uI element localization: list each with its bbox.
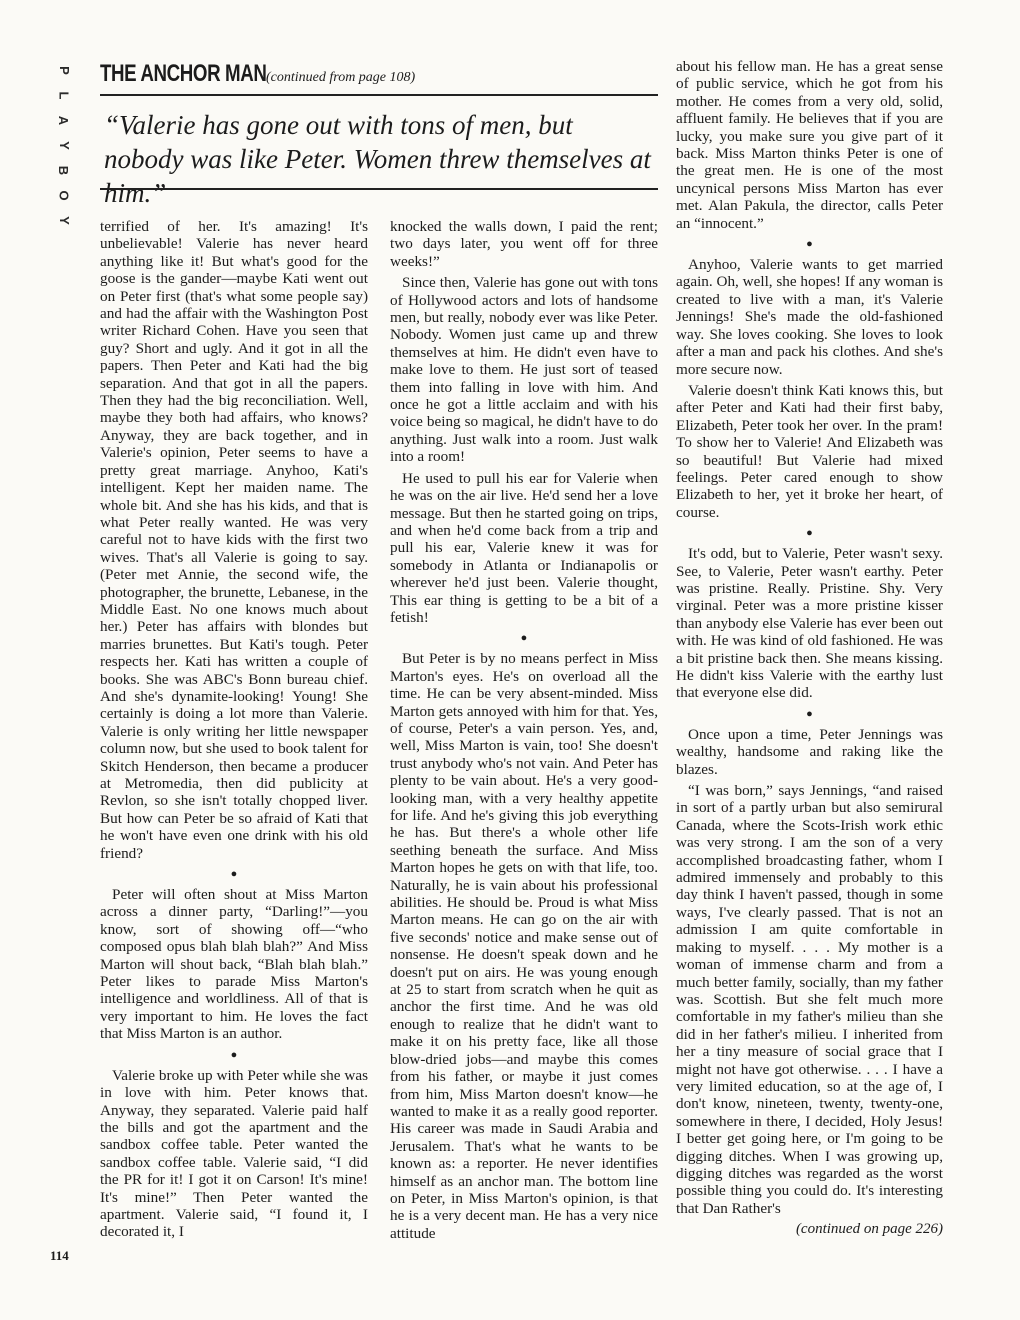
header-rule	[100, 94, 658, 96]
paragraph: terrified of her. It's amazing! It's unbelievable! Valerie has never heard anything like it! But what's good for the goose is the gander—maybe Kati went out on Peter first (that's what some people say) and had the affair with the Washington Post writer Richard Cohen. Have you seen that guy? Short and ugly. And it got in all the papers. Then Peter and Kati had the big separation. And that got in all the papers. Then they had the big reconciliation. Well, maybe they both had affairs, who knows? Anyway, they are back together, and in Valerie's opinion, Peter seems to have a pretty great marriage. Anyhoo, Kati's intelligent. Kept her maiden name. The whole bit. And she has his kids, and that is what Peter really wanted. He was very careful not to have kids with the first two wives. That's all Valerie is going to say. (Peter met Annie, the second wife, the photographer, the brunette, Lebanese, in the Middle East. No one knows much about her.) Peter has affairs with blondes but marries brunettes. But Kati's tough. Peter respects her. Kati has written a couple of books. She was ABC's Bonn bureau chief. And she's dynamite-looking! Young! She certainly is doing a lot more than Valerie. Valerie is only writing her little newspaper column now, but she used to book talent for Skitch Henderson, then became a producer at Metromedia, then did publicity at Revlon, so she isn't totally chopped liver. But how can Peter be so afraid of Kati that he won't have even one drink with his old friend?	[100, 218, 368, 862]
paragraph: Since then, Valerie has gone out with tons of Hollywood actors and lots of handsome men, but really, nobody ever was like Peter. Nobody. Women just came up and threw themselves at him. He didn't even have to make love to them. He just sort of teased them into falling in love with him. And once he got a little acclaim and with his voice being so magical, he didn't have to do anything. Just walk into a room. Just walk into a room!	[390, 274, 658, 466]
section-bullet: ●	[230, 868, 238, 881]
paragraph: about his fellow man. He has a great sense of public service, which he got from his mother. He comes from a very old, solid, affluent family. He believes that if you are lucky, you make sure you give part of it back. Miss Marton thinks Peter is one of the great men. He is one of the most uncynical persons Miss Marton has ever met. Alan Pakula, the director, calls Peter an “innocent.”	[676, 58, 943, 232]
column-2	[390, 218, 658, 1246]
spine-letter: Y	[56, 216, 72, 225]
section-bullet: ●	[520, 632, 528, 645]
spine-letter: Y	[56, 141, 72, 150]
paragraph: “I was born,” says Jennings, “and raised in sort of a partly urban but also semirural Canada, where the Scots-Irish work ethic was very strong. I am the son of a very accomplished broadcasting father, whom I admired immensely and probably to this day think I haven't passed, though in some ways, I've clearly passed. That is not an admission I am quite comfortable in making to myself. . . . My mother is a woman of immense charm and from a much better family, socially, than my father was. Scottish. But she felt much more comfortable in my father's milieu than she did in her father's milieu. I inherited from her a tiny measure of social grace that I might not have got otherwise. . . . I have a very limited education, so at the age of, I don't know, nineteen, twenty, twenty-one, somewhere in there, I decided, Holy Jesus! I better get going here, or I'm going to be digging ditches. When I was growing up, digging ditches was regarded as the worst possible thing you could do. It's interesting that Dan Rather's	[676, 782, 943, 1217]
spine-letter: L	[56, 91, 72, 100]
pull-quote-rule	[100, 188, 658, 190]
column-1	[100, 218, 368, 1245]
magazine-spine	[56, 58, 72, 233]
continued-from: (continued from page 108)	[266, 70, 416, 85]
spine-letter: P	[56, 66, 72, 75]
section-bullet: ●	[806, 527, 813, 540]
paragraph: knocked the walls down, I paid the rent; two days later, you went off for three weeks!”	[390, 218, 658, 270]
paragraph: It's odd, but to Valerie, Peter wasn't sexy. See, to Valerie, Peter wasn't earthy. Peter was pristine. Really. Pristine. Shy. Very virginal. Peter was a more pristine kisser than anybody else Valerie has ever been out with. He was kind of old fashioned. He was a bit pristine back then. She means kissing. He didn't kiss Valerie with the earthy lust that everyone else did.	[676, 545, 943, 702]
spine-letter: A	[56, 115, 72, 126]
spine-letter: B	[56, 165, 72, 176]
section-bullet: ●	[230, 1048, 238, 1061]
paragraph: He used to pull his ear for Valerie when he was on the air live. He'd send her a love message. But then he started going on trips, and when he'd come back from a trip and pull his ear, Valerie knew it was for somebody in Atlanta or Indianapolis or wherever he'd just been. Valerie thought, This ear thing is getting to be a bit of a fetish!	[390, 469, 658, 626]
page-number: 114	[50, 1248, 69, 1263]
paragraph: Peter will often shout at Miss Marton across a dinner party, “Darling!”—you know, sort of showing off—“who composed opus blah blah blah?” And Miss Marton will shout back, “Blah blah blah.” Peter likes to parade Miss Marton's intelligence and worldliness. All of that is very important to him. He loves the fact that Miss Marton is an author.	[100, 886, 368, 1043]
paragraph: Valerie doesn't think Kati knows this, but after Peter and Kati had their first baby, Elizabeth, Peter took her over. In the pram! To show her to Valerie! And Elizabeth was so beautiful! But Valerie had mixed feelings. Peter cared enough to show Elizabeth to her, yet it broke her heart, of course.	[676, 381, 943, 521]
pull-quote: “Valerie has gone out with tons of men, but nobody was like Peter. Women threw themselves at him.”	[104, 110, 651, 208]
continued-on: (continued on page 226)	[795, 1221, 943, 1238]
paragraph: Once upon a time, Peter Jennings was wealthy, handsome and raking like the blazes.	[676, 725, 943, 778]
section-bullet: ●	[806, 707, 813, 720]
section-bullet: ●	[806, 238, 813, 251]
spine-letter: O	[56, 190, 72, 201]
paragraph: Valerie broke up with Peter while she was in love with him. Peter knows that. Anyway, they separated. Valerie paid half the bills and got the apartment and the sandbox coffee table. Peter wanted the sandbox coffee table. Valerie said, “I did the PR for it! I got it on Carson! It's mine! It's mine!” Then Peter wanted the apartment. Valerie said, “I found it, I decorated it, I	[100, 1066, 368, 1241]
paragraph: But Peter is by no means perfect in Miss Marton's eyes. He's on overload all the time. He can be very absent-minded. Miss Marton gets annoyed with him for that. Yes, of course, Peter's a vain person. Yes, and, well, Miss Marton is vain, too! She doesn't trust anybody who's not vain. And Peter has plenty to be vain about. He's a very good-looking man, with a very healthy appetite for life. And he's giving this job everything he has. But there's a whole other life seething beneath the surface. And Miss Marton hopes he gets on with that life, too. Naturally, he is vain about his professional abilities. He should be. Proud is what Miss Marton means. He can go on the air with five seconds' notice and make sense out of nonsense. He doesn't speak down and he doesn't put on airs. He was young enough at 25 to start from scratch when he quit as anchor the first time. And he was old enough to realize that he didn't want to make it on his pretty face, like all those blow-dried jobs—and maybe this comes from his father, or maybe it just comes from him, Miss Marton doesn't know—he wanted to make it as a really good reporter. His career was made in Saudi Arabia and Jerusalem. That's what he wants to be known as: a reporter. He never identifies himself as an anchor man. The bottom line on Peter, in Miss Marton's opinion, is that he is a very decent man. He has a very nice attitude	[390, 650, 658, 1242]
article-title: THE ANCHOR MAN	[100, 60, 267, 87]
paragraph: Anyhoo, Valerie wants to get married again. Oh, well, she hopes! If any woman is created to live with a man, it's Valerie Jennings! She's made the old-fashioned way. She loves cooking. She loves to look after a man and pack his clothes. And she's more secure now.	[676, 256, 943, 378]
column-3	[676, 58, 943, 1239]
